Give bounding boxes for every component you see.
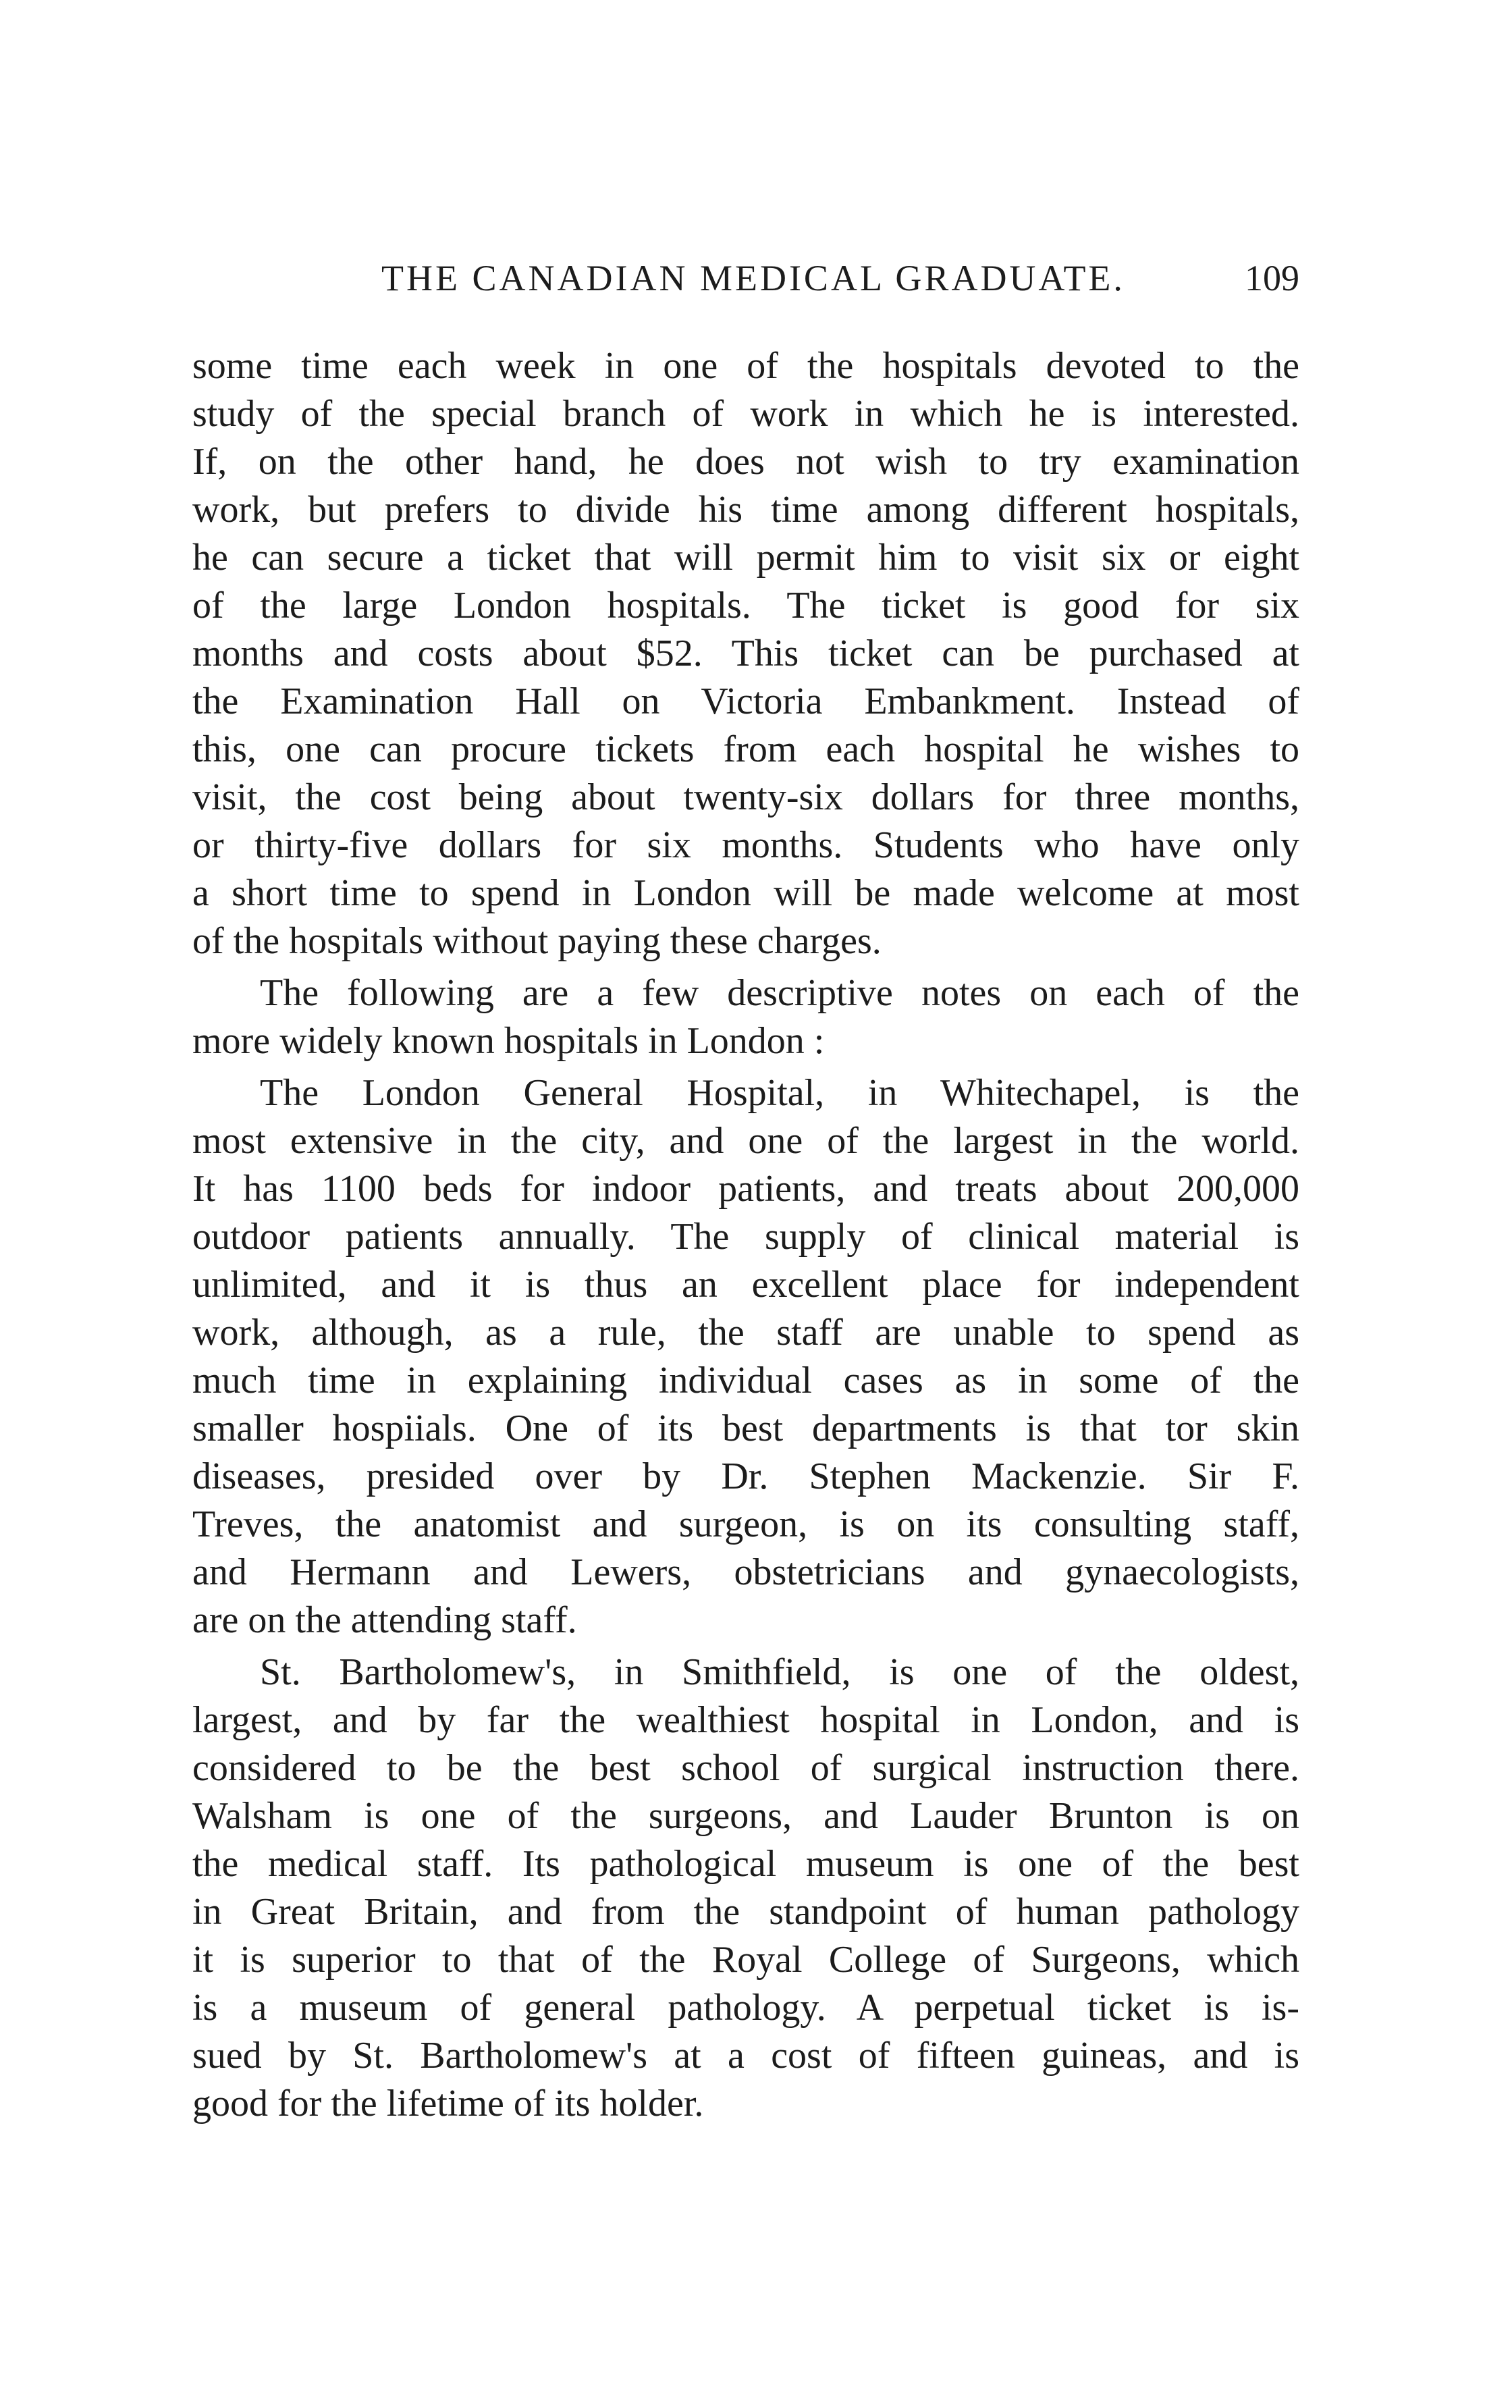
text-line: unlimited, and it is thus an excellent place for independent <box>192 1264 1299 1306</box>
text-line: good for the lifetime of its holder. <box>192 2083 704 2124</box>
text-line: smaller hospiials. One of its best departments is that tor skin <box>192 1408 1299 1449</box>
running-head <box>192 251 1299 305</box>
text-line: of the large London hospitals. The ticket is good for six <box>192 585 1299 626</box>
text-line: sued by St. Bartholomew's at a cost of fifteen guineas, and is <box>192 2035 1299 2077</box>
text-line: of the hospitals without paying these charges. <box>192 920 882 962</box>
running-title: THE CANADIAN MEDICAL GRADUATE. <box>381 258 1125 298</box>
text-line: more widely known hospitals in London : <box>192 1020 825 1062</box>
text-line: most extensive in the city, and one of the largest in the world. <box>192 1120 1299 1162</box>
body-text <box>192 342 1299 2128</box>
text-line: are on the attending staff. <box>192 1599 577 1641</box>
text-line: he can secure a ticket that will permit him to visit six or eight <box>192 537 1299 579</box>
text-line: study of the special branch of work in which he is interested. <box>192 393 1299 435</box>
paragraph <box>192 342 1299 965</box>
text-line: considered to be the best school of surgical instruction there. <box>192 1747 1299 1789</box>
text-line: It has 1100 beds for indoor patients, and treats about 200,000 <box>192 1168 1299 1210</box>
text-line: largest, and by far the wealthiest hospital in London, and is <box>192 1699 1299 1741</box>
text-line: a short time to spend in London will be made welcome at most <box>192 872 1299 914</box>
text-line: work, although, as a rule, the staff are unable to spend as <box>192 1312 1299 1354</box>
text-line: this, one can procure tickets from each hospital he wishes to <box>192 728 1299 770</box>
text-line: The London General Hospital, in Whitechapel, is the <box>260 1072 1299 1114</box>
text-line: The following are a few descriptive notes on each of the <box>260 972 1299 1014</box>
text-line: the Examination Hall on Victoria Embankment. Instead of <box>192 680 1299 722</box>
text-line: or thirty-five dollars for six months. Students who have only <box>192 824 1299 866</box>
text-line: If, on the other hand, he does not wish to try examination <box>192 441 1299 483</box>
text-line: months and costs about $52. This ticket can be purchased at <box>192 633 1299 674</box>
text-line: much time in explaining individual cases as in some of the <box>192 1360 1299 1401</box>
text-line: diseases, presided over by Dr. Stephen Mackenzie. Sir F. <box>192 1455 1299 1497</box>
text-line: visit, the cost being about twenty-six dollars for three months, <box>192 776 1299 818</box>
paragraph <box>192 1069 1299 1644</box>
text-line: Walsham is one of the surgeons, and Lauder Brunton is on <box>192 1795 1299 1837</box>
text-line: is a museum of general pathology. A perpetual ticket is is- <box>192 1987 1299 2029</box>
text-line: in Great Britain, and from the standpoint of human pathology <box>192 1891 1299 1933</box>
paragraph <box>192 1649 1299 2128</box>
paragraph <box>192 969 1299 1065</box>
text-line: Treves, the anatomist and surgeon, is on its consulting staff, <box>192 1503 1299 1545</box>
page-number: 109 <box>1245 258 1299 298</box>
text-line: work, but prefers to divide his time among different hospitals, <box>192 489 1299 531</box>
text-line: outdoor patients annually. The supply of clinical material is <box>192 1216 1299 1258</box>
text-line: the medical staff. Its pathological museum is one of the best <box>192 1843 1299 1885</box>
text-line: St. Bartholomew's, in Smithfield, is one of the oldest, <box>260 1651 1299 1693</box>
text-line: some time each week in one of the hospitals devoted to the <box>192 345 1299 387</box>
text-line: and Hermann and Lewers, obstetricians and gynaecologists, <box>192 1551 1299 1593</box>
text-line: it is superior to that of the Royal College of Surgeons, which <box>192 1939 1299 1981</box>
